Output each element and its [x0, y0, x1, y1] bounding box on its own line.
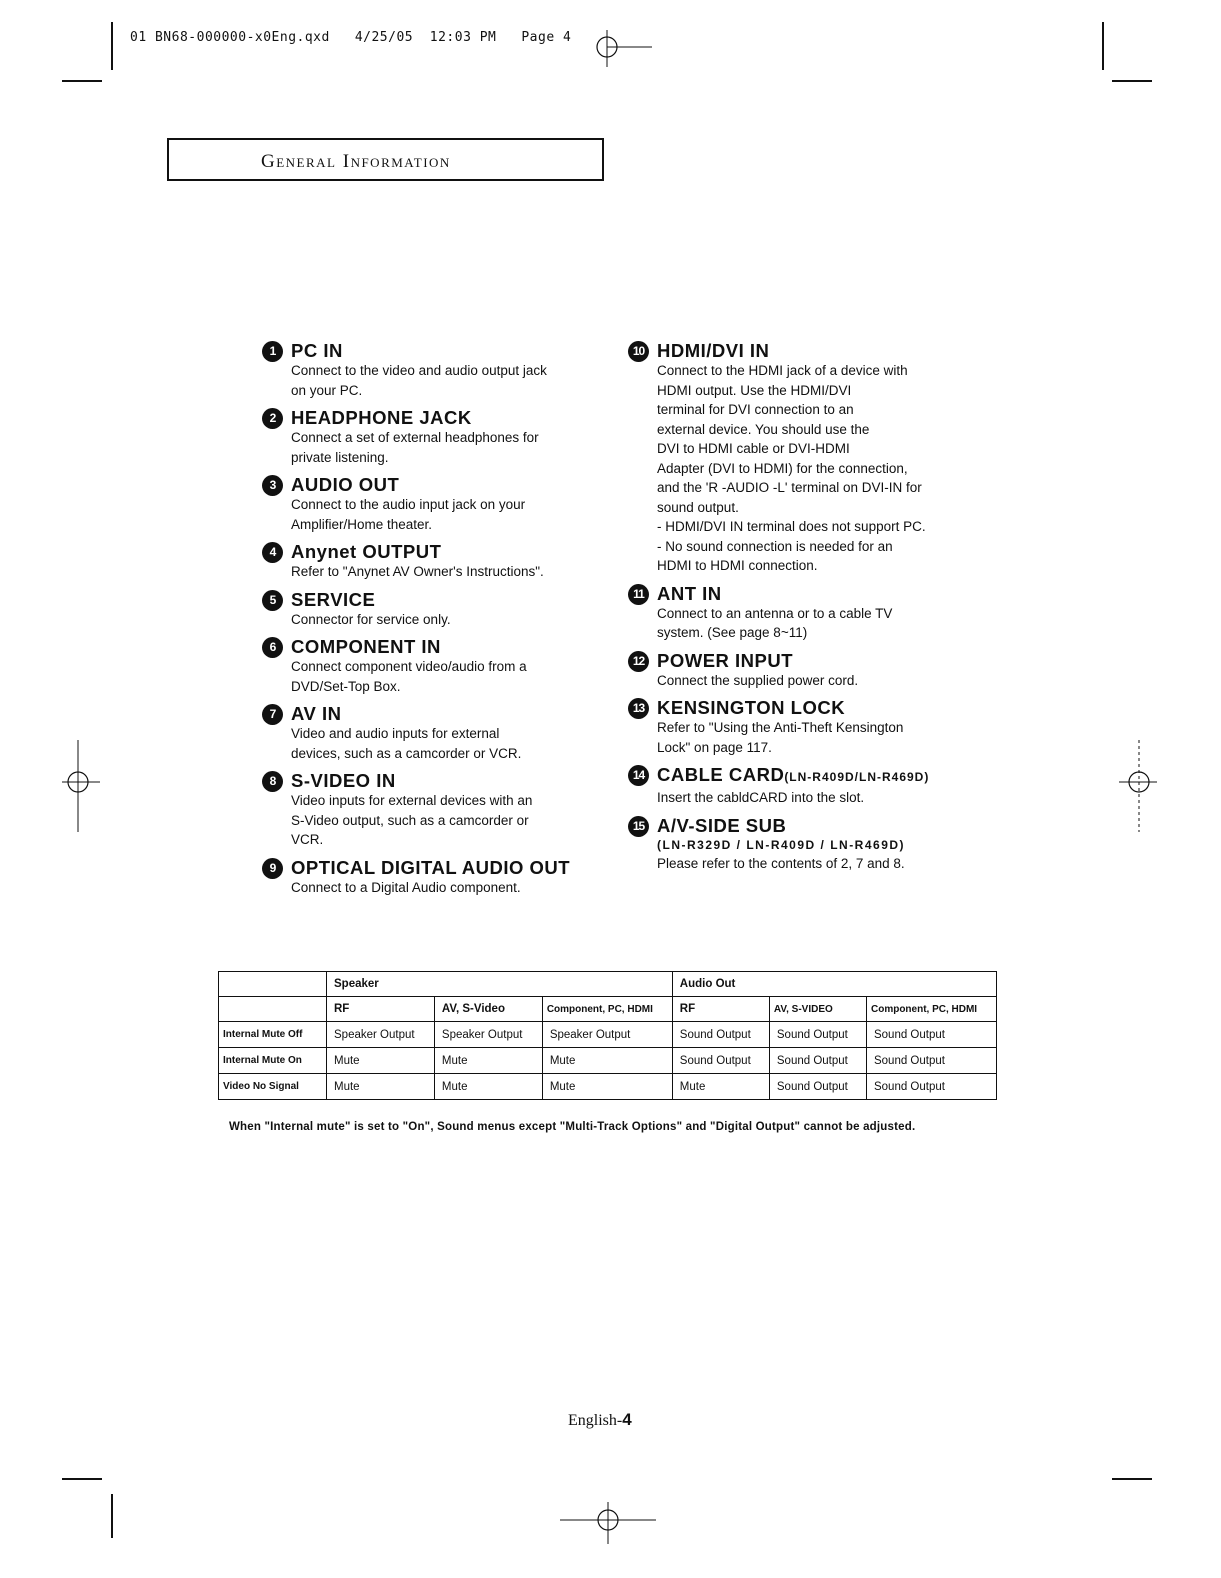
description-line: system. (See page 8~11): [657, 625, 808, 640]
page-footer: [568, 1410, 632, 1430]
right-column: [628, 340, 988, 880]
description-line: Lock" on page 117.: [657, 739, 772, 755]
item-ant-in: [628, 583, 988, 643]
table-group-header-row: [219, 972, 997, 997]
item-title: HEADPHONE JACK: [291, 407, 472, 428]
item-title: KENSINGTON LOCK: [657, 697, 846, 718]
item-service: [262, 589, 602, 630]
description-line: external device. You should use the: [657, 421, 870, 437]
table-column-header: AV, S-VIDEO: [769, 997, 866, 1022]
item-description: [291, 562, 602, 582]
item-title: PC IN: [291, 340, 343, 361]
table-cell: Sound Output: [769, 1048, 866, 1074]
table-column-header: Component, PC, HDMI: [866, 997, 996, 1022]
description-line: Connect the supplied power cord.: [657, 672, 859, 688]
print-slug: 01 BN68-000000-x0Eng.qxd 4/25/05 12:03 PM Page 4: [130, 30, 572, 45]
section-header: [167, 138, 604, 181]
item-description: [291, 428, 602, 467]
registration-mark-bottom: [560, 1498, 656, 1548]
description-line: Connect component video/audio from a: [291, 659, 527, 674]
number-badge: 8: [262, 771, 283, 792]
left-column: [262, 340, 602, 904]
table-cell: Sound Output: [866, 1048, 996, 1074]
description-line: Insert the cabldCARD into the slot.: [657, 790, 865, 805]
description-line: Connect to the HDMI jack of a device with: [657, 363, 908, 378]
item-title: S-VIDEO IN: [291, 770, 396, 791]
item-title: A/V-SIDE SUB: [657, 814, 787, 836]
item-s-video-in: [262, 770, 602, 850]
item-description: [657, 604, 988, 643]
crop-mark: [62, 1478, 102, 1480]
number-badge: 13: [628, 698, 649, 719]
item-title: [657, 764, 988, 788]
number-badge: 9: [262, 858, 283, 879]
table-row-label: Internal Mute On: [219, 1048, 327, 1074]
crop-mark: [111, 22, 113, 70]
registration-mark-top: [590, 25, 660, 75]
item-pc-in: [262, 340, 602, 400]
item-description: [291, 495, 602, 534]
description-line: on your PC.: [291, 382, 363, 398]
number-badge: 7: [262, 704, 283, 725]
description-line: Video inputs for external devices with an: [291, 793, 533, 808]
table-group-header: Audio Out: [672, 972, 996, 997]
crop-mark: [1112, 80, 1152, 82]
description-line: Refer to "Anynet AV Owner's Instructions".: [291, 564, 544, 579]
registration-mark-left: [60, 740, 104, 832]
table-corner-cell: [219, 997, 327, 1022]
description-line: DVI to HDMI cable or DVI-HDMI: [657, 441, 850, 456]
number-badge: 3: [262, 475, 283, 496]
item-title: OPTICAL DIGITAL AUDIO OUT: [291, 856, 571, 878]
table-row: [219, 1022, 997, 1048]
item-headphone-jack: [262, 407, 602, 467]
item-title: SERVICE: [291, 588, 376, 610]
description-line: Connect to an antenna or to a cable TV: [657, 605, 893, 621]
description-line: terminal for DVI connection to an: [657, 402, 854, 417]
table-cell: Mute: [542, 1074, 672, 1100]
table-cell: Sound Output: [769, 1074, 866, 1100]
table-cell: Mute: [434, 1074, 542, 1100]
item-description: [657, 718, 988, 757]
registration-mark-right: [1115, 740, 1159, 832]
item-av-in: [262, 703, 602, 763]
table-row-label: Internal Mute Off: [219, 1022, 327, 1048]
item-kensington-lock: [628, 697, 988, 757]
item-component-in: [262, 636, 602, 696]
description-line: Amplifier/Home theater.: [291, 516, 433, 532]
description-line: HDMI output. Use the HDMI/DVI: [657, 382, 852, 398]
table-cell: Speaker Output: [327, 1022, 435, 1048]
item-title: HDMI/DVI IN: [657, 340, 770, 361]
number-badge: 12: [628, 651, 649, 672]
number-badge: 1: [262, 341, 283, 362]
table-row: [219, 1074, 997, 1100]
table-cell: Mute: [327, 1048, 435, 1074]
item-description: [657, 854, 988, 874]
model-numbers: (LN-R329D / LN-R409D / LN-R469D): [657, 837, 906, 852]
description-line: Connect to the video and audio output jack: [291, 363, 547, 378]
item-title: Anynet OUTPUT: [291, 541, 442, 562]
description-line: and the 'R -AUDIO -L' terminal on DVI-IN for: [657, 480, 922, 495]
item-title: COMPONENT IN: [291, 636, 441, 657]
crop-mark: [62, 80, 102, 82]
table-corner-cell: [219, 972, 327, 997]
item-description: [657, 671, 988, 691]
item-description: [291, 361, 602, 400]
table-cell: Mute: [542, 1048, 672, 1074]
table-group-header: Speaker: [327, 972, 673, 997]
item-title: POWER INPUT: [657, 649, 794, 671]
model-numbers: (LN-R409D/LN-R469D): [784, 770, 930, 784]
table-cell: Sound Output: [672, 1048, 769, 1074]
crop-mark: [1112, 1478, 1152, 1480]
description-line: sound output.: [657, 499, 739, 515]
number-badge: 6: [262, 637, 283, 658]
item-cable-card: [628, 764, 988, 808]
item-power-input: [628, 650, 988, 691]
table-cell: Sound Output: [769, 1022, 866, 1048]
table-column-header: RF: [327, 997, 435, 1022]
mute-behavior-table: [218, 971, 997, 1100]
description-line: Connect to a Digital Audio component.: [291, 879, 521, 895]
description-line: Please refer to the contents of 2, 7 and 8.: [657, 855, 905, 871]
item-description: [291, 724, 602, 763]
item-description: [657, 361, 988, 576]
table-column-header: RF: [672, 997, 769, 1022]
table-row-label: Video No Signal: [219, 1074, 327, 1100]
crop-mark: [111, 1494, 113, 1538]
section-title: General Information: [261, 151, 451, 172]
item-optical-digital-audio-out: [262, 857, 602, 898]
item-description: [291, 791, 602, 850]
description-line: VCR.: [291, 832, 324, 847]
number-badge: 11: [628, 584, 649, 605]
table-cell: Mute: [434, 1048, 542, 1074]
page-number: 4: [622, 1410, 632, 1429]
item-title: ANT IN: [657, 582, 722, 604]
crop-mark: [1102, 22, 1104, 70]
item-hdmi-dvi-in: [628, 340, 988, 576]
footer-language: English-: [568, 1412, 623, 1429]
table-row: [219, 1048, 997, 1074]
item-av-side-sub: [628, 815, 988, 874]
table-cell: Mute: [672, 1074, 769, 1100]
table-note: When "Internal mute" is set to "On", Sound menus except "Multi-Track Options" and "Digital Output" cannot be adjusted.: [229, 1121, 916, 1133]
table-cell: Speaker Output: [542, 1022, 672, 1048]
description-line: Connect a set of external headphones for: [291, 430, 539, 445]
number-badge: 10: [628, 341, 649, 362]
table-cell: Speaker Output: [434, 1022, 542, 1048]
description-line: Connector for service only.: [291, 611, 451, 627]
note-line: - No sound connection is needed for an: [657, 538, 893, 554]
description-line: Refer to "Using the Anti-Theft Kensington: [657, 720, 904, 735]
item-description: [291, 657, 602, 696]
table-cell: Sound Output: [866, 1022, 996, 1048]
item-title: AV IN: [291, 703, 342, 724]
number-badge: 14: [628, 765, 649, 786]
item-title-text: CABLE CARD: [657, 764, 785, 785]
table-column-header: Component, PC, HDMI: [542, 997, 672, 1022]
table-column-header: AV, S-Video: [434, 997, 542, 1022]
note-line: - HDMI/DVI IN terminal does not support PC.: [657, 519, 926, 534]
description-line: DVD/Set-Top Box.: [291, 678, 401, 694]
description-line: S-Video output, such as a camcorder or: [291, 812, 529, 828]
description-line: Video and audio inputs for external: [291, 726, 500, 741]
description-line: HDMI to HDMI connection.: [657, 558, 818, 573]
description-line: Adapter (DVI to HDMI) for the connection,: [657, 460, 908, 476]
item-description: [291, 610, 602, 630]
description-line: private listening.: [291, 449, 389, 465]
item-title: AUDIO OUT: [291, 474, 400, 495]
number-badge: 5: [262, 590, 283, 611]
table-cell: Mute: [327, 1074, 435, 1100]
table-column-header-row: [219, 997, 997, 1022]
item-description: [291, 878, 602, 898]
number-badge: 2: [262, 408, 283, 429]
item-anynet-output: [262, 541, 602, 582]
number-badge: 15: [628, 816, 649, 837]
number-badge: 4: [262, 542, 283, 563]
description-line: Connect to the audio input jack on your: [291, 497, 526, 512]
description-line: devices, such as a camcorder or VCR.: [291, 745, 522, 761]
item-description: [657, 788, 988, 808]
table-cell: Sound Output: [866, 1074, 996, 1100]
table-cell: Sound Output: [672, 1022, 769, 1048]
item-audio-out: [262, 474, 602, 534]
